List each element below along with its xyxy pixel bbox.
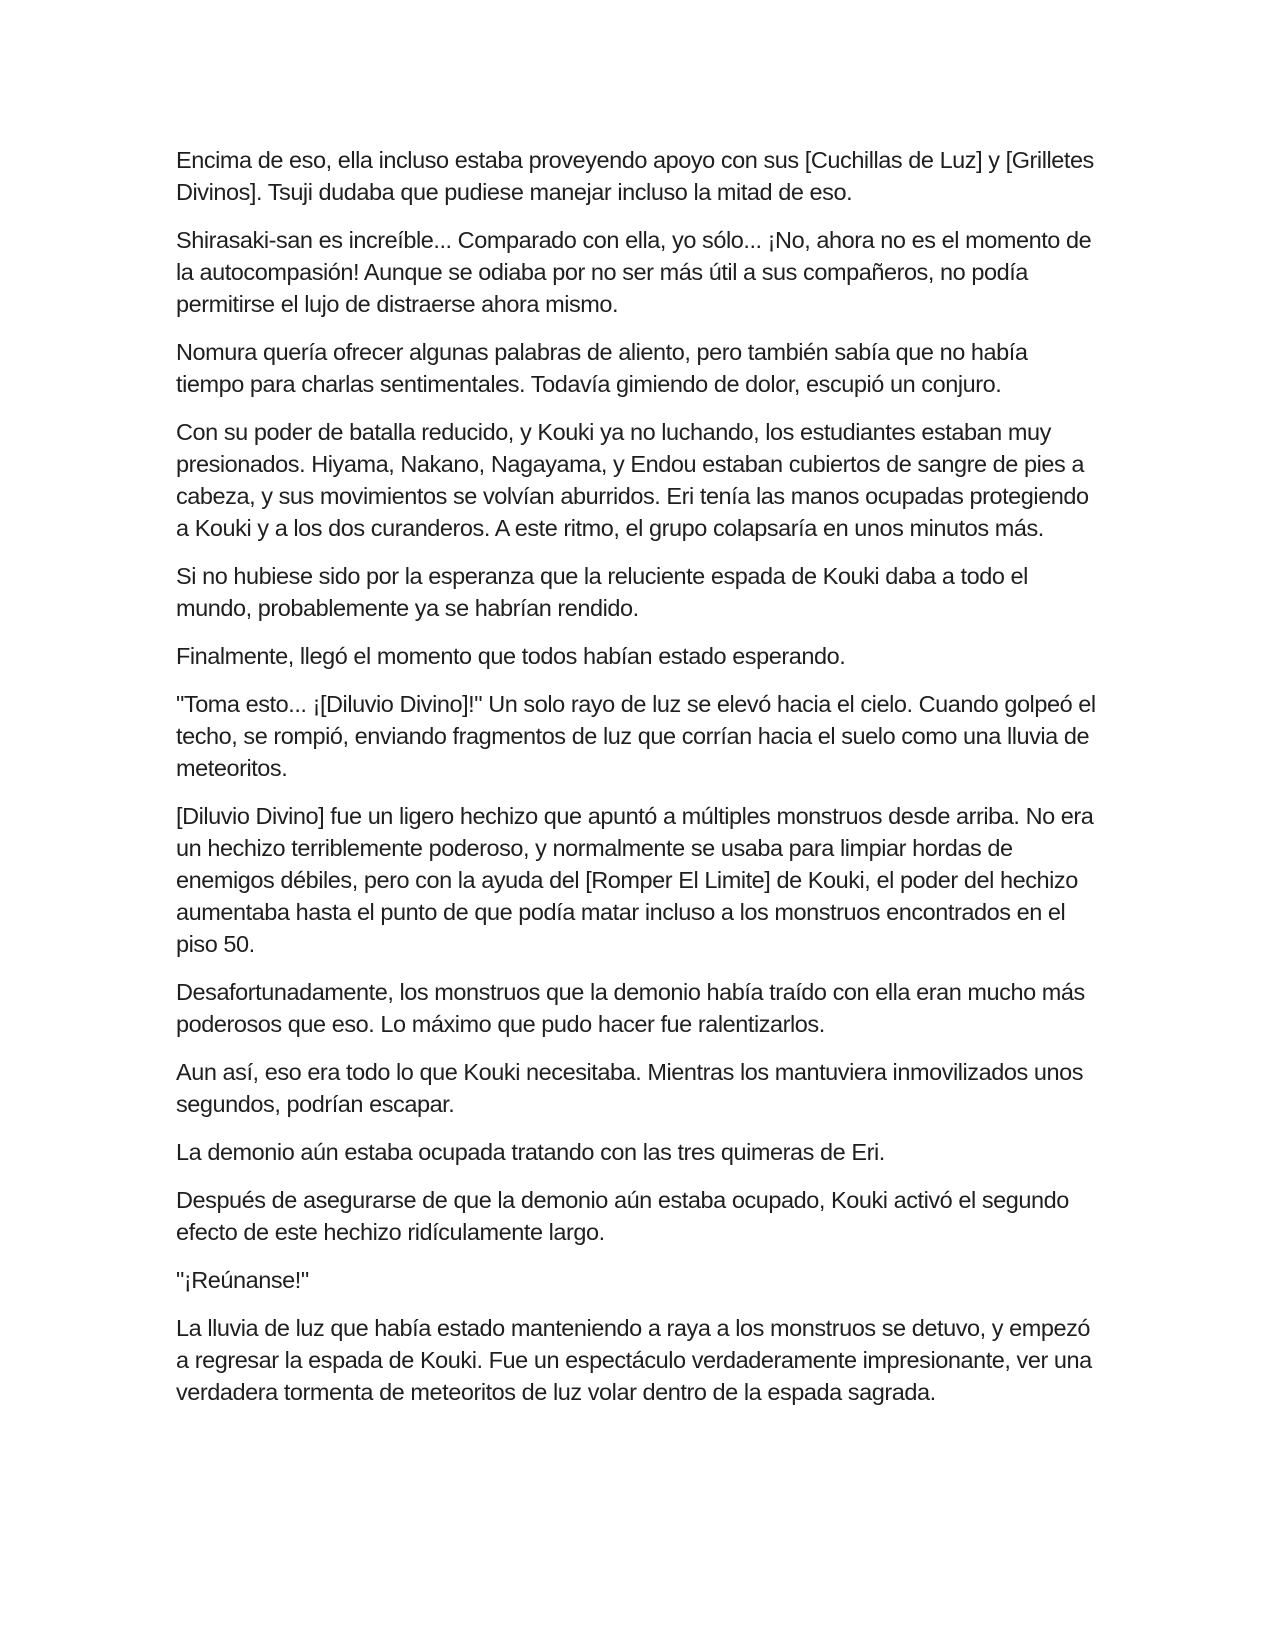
paragraph-3: Nomura quería ofrecer algunas palabras de aliento, pero también sabía que no había tiempo para charlas sentimentales. Todavía gimiendo de dolor, escupió un conjuro.	[176, 339, 1028, 397]
document-page	[176, 144, 1096, 1424]
paragraph-11: La demonio aún estaba ocupada tratando con las tres quimeras de Eri.	[176, 1139, 885, 1165]
paragraph-4: Con su poder de batalla reducido, y Kouki ya no luchando, los estudiantes estaban muy presionados. Hiyama, Nakano, Nagayama, y Endou estaban cubiertos de sangre de pies a cabeza, y sus movimientos se volvían aburridos. Eri tenía las manos ocupadas protegiendo a Kouki y a los dos curanderos. A este ritmo, el grupo colapsaría en unos minutos más.	[176, 419, 1089, 541]
paragraph-6: Finalmente, llegó el momento que todos habían estado esperando.	[176, 643, 846, 669]
paragraph-10: Aun así, eso era todo lo que Kouki necesitaba. Mientras los mantuviera inmovilizados unos segundos, podrían escapar.	[176, 1059, 1084, 1117]
paragraph-7: "Toma esto... ¡[Diluvio Divino]!" Un solo rayo de luz se elevó hacia el cielo. Cuando golpeó el techo, se rompió, enviando fragmentos de luz que corrían hacia el suelo como una lluvia de meteoritos.	[176, 691, 1096, 781]
paragraph-9: Desafortunadamente, los monstruos que la demonio había traído con ella eran mucho más poderosos que eso. Lo máximo que pudo hacer fue ralentizarlos.	[176, 979, 1085, 1037]
paragraph-14: La lluvia de luz que había estado manteniendo a raya a los monstruos se detuvo, y empezó a regresar la espada de Kouki. Fue un espectáculo verdaderamente impresionante, ver una verdadera tormenta de meteoritos de luz volar dentro de la espada sagrada.	[176, 1315, 1092, 1405]
paragraph-8: [Diluvio Divino] fue un ligero hechizo que apuntó a múltiples monstruos desde arriba. No era un hechizo terriblemente poderoso, y normalmente se usaba para limpiar hordas de enemigos débiles, pero con la ayuda del [Romper El Limite] de Kouki, el poder del hechizo aumentaba hasta el punto de que podía matar incluso a los monstruos encontrados en el piso 50.	[176, 803, 1094, 957]
paragraph-2: Shirasaki-san es increíble... Comparado con ella, yo sólo... ¡No, ahora no es el momento de la autocompasión! Aunque se odiaba por no ser más útil a sus compañeros, no podía permitirse el lujo de distraerse ahora mismo.	[176, 227, 1092, 317]
paragraph-12: Después de asegurarse de que la demonio aún estaba ocupado, Kouki activó el segundo efecto de este hechizo ridículamente largo.	[176, 1187, 1069, 1245]
paragraph-1: Encima de eso, ella incluso estaba proveyendo apoyo con sus [Cuchillas de Luz] y [Grilletes Divinos]. Tsuji dudaba que pudiese manejar incluso la mitad de eso.	[176, 147, 1094, 205]
paragraph-13: "¡Reúnanse!"	[176, 1267, 309, 1293]
paragraph-5: Si no hubiese sido por la esperanza que la reluciente espada de Kouki daba a todo el mundo, probablemente ya se habrían rendido.	[176, 563, 1028, 621]
